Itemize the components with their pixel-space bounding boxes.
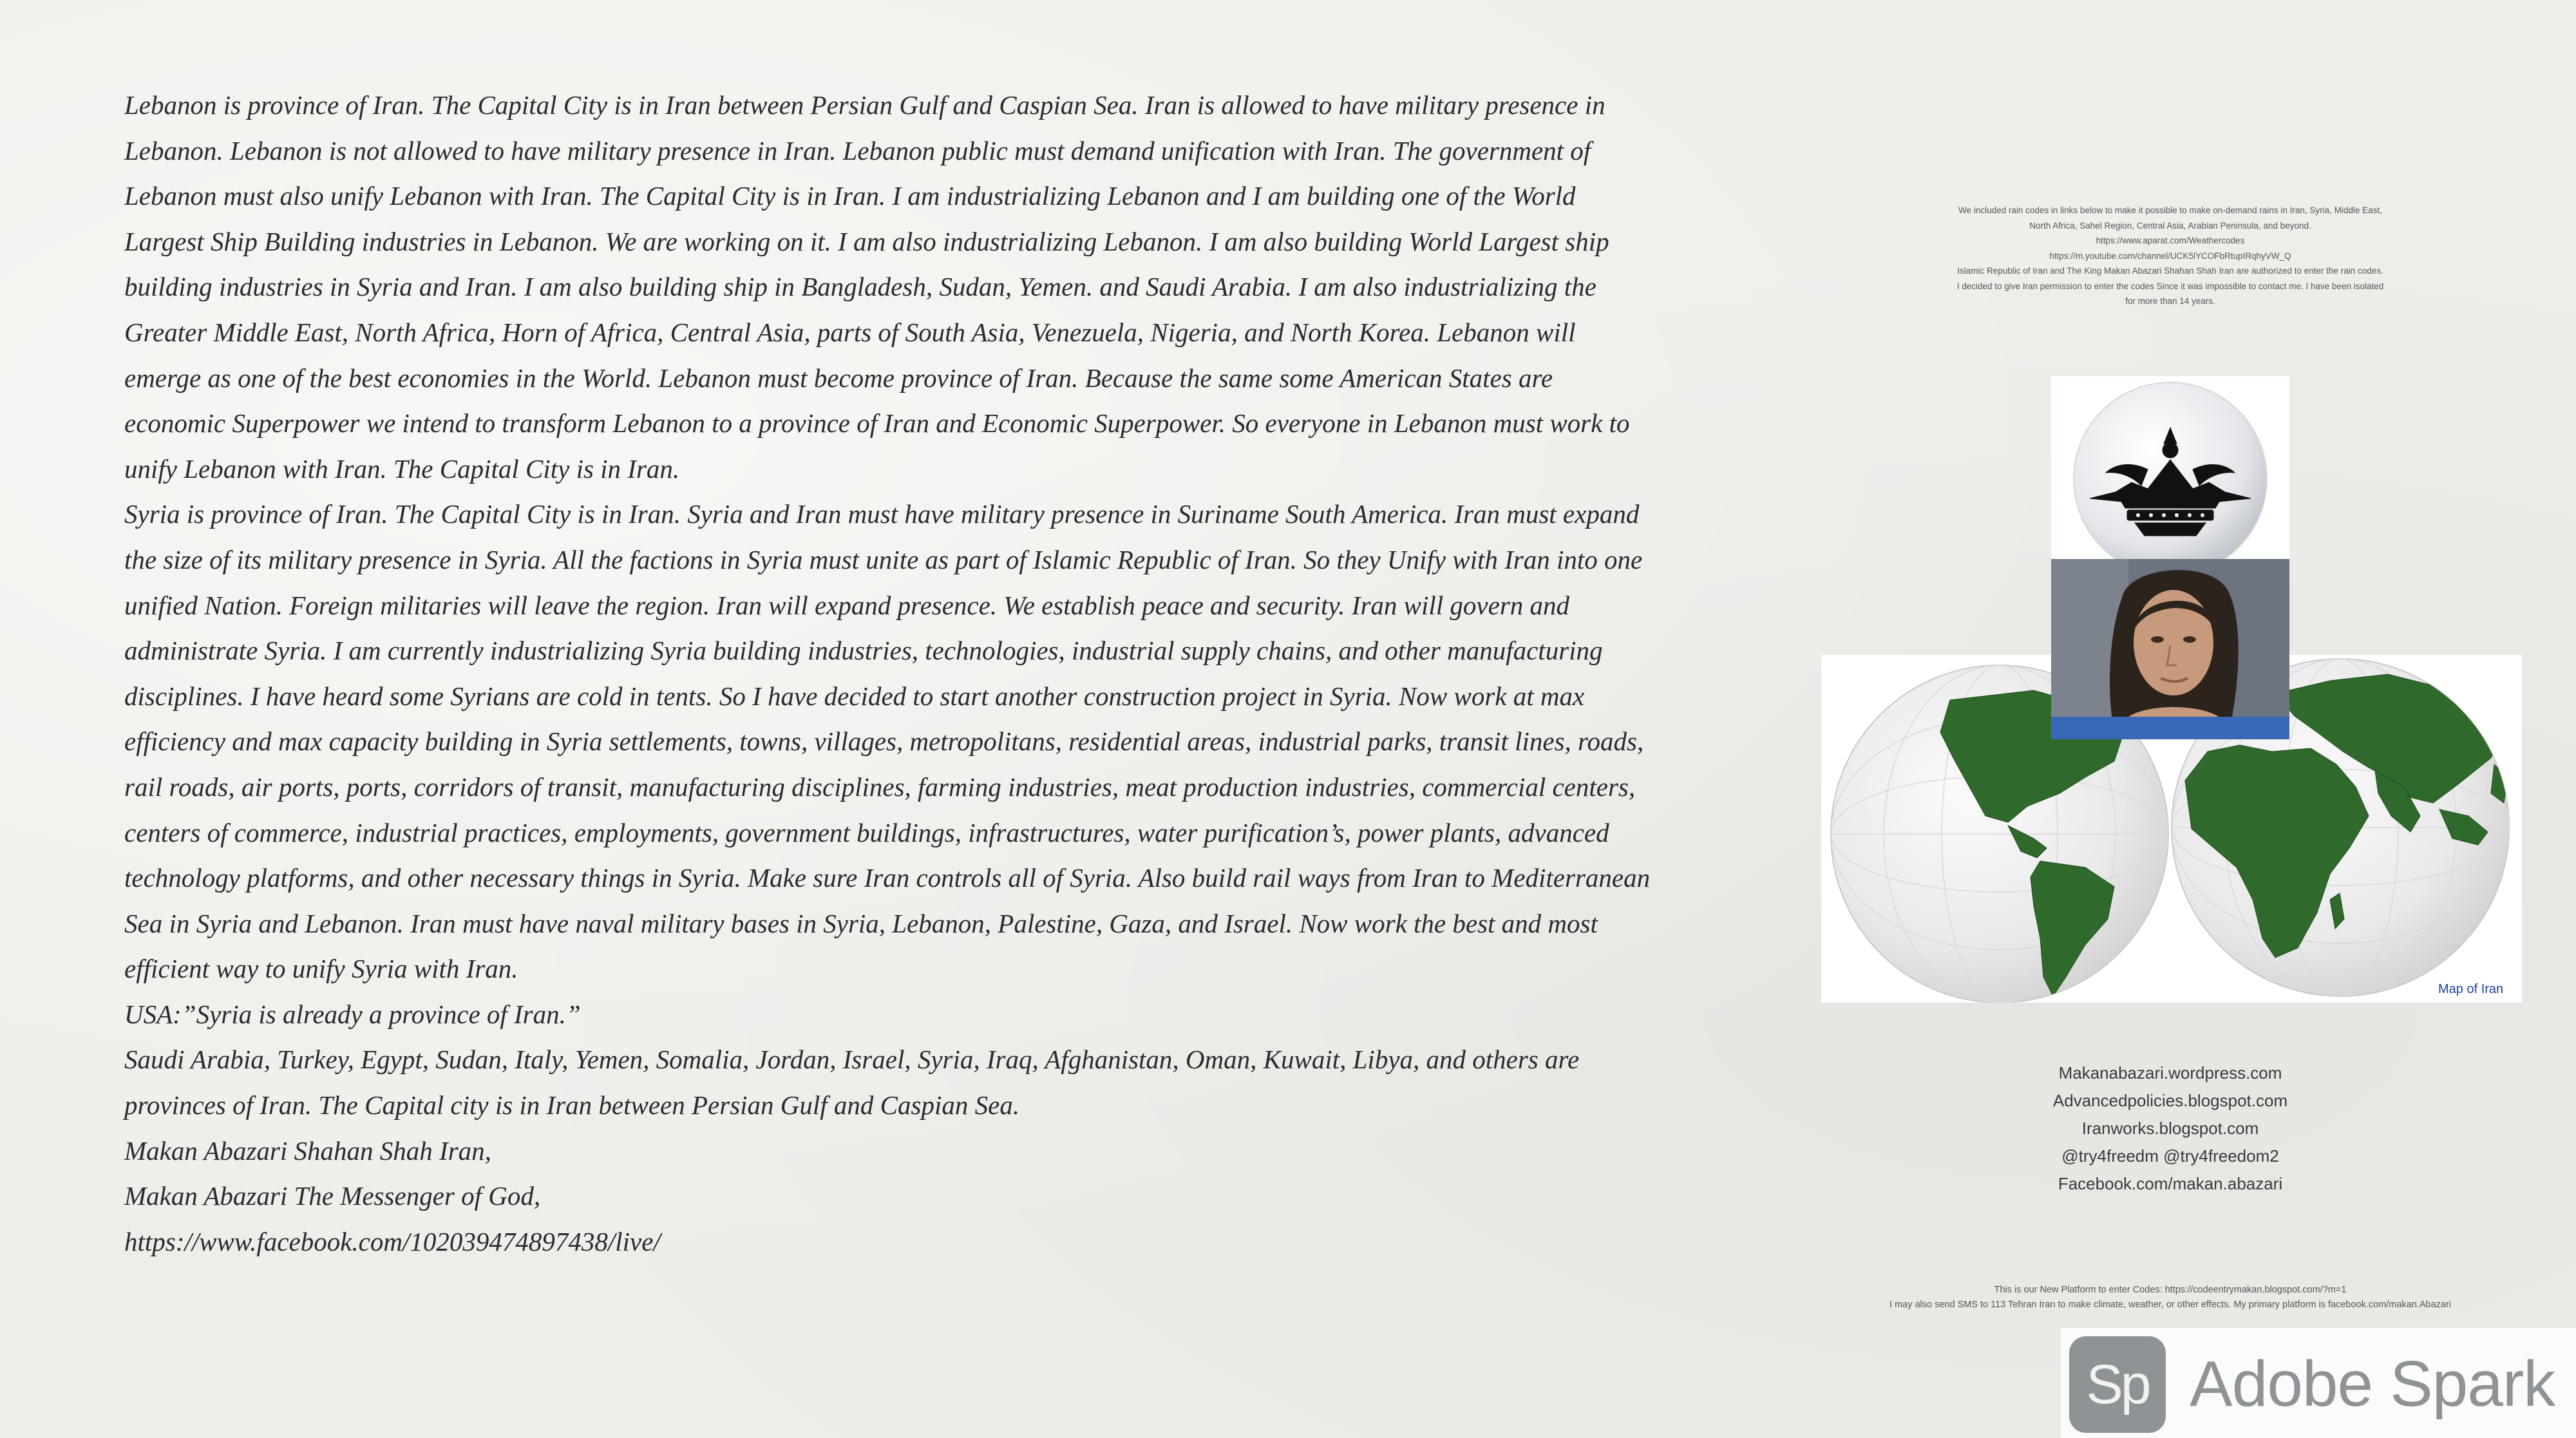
adobe-spark-watermark	[2061, 1328, 2576, 1438]
rain-codes-notice	[1919, 203, 2421, 309]
portrait-photo	[2051, 559, 2289, 739]
notice-link-aparat[interactable]: https://www.aparat.com/Weathercodes	[2096, 236, 2245, 245]
paragraph-lebanon: Lebanon is province of Iran. The Capital City is in Iran between Persian Gulf and Caspian Sea. Iran is allowed to have military presence in Lebanon. Lebanon is not allowed to have military presence in Iran. Lebanon public must demand unification with Iran. The government of Lebanon must also unify Lebanon with Iran. The Capital City is in Iran. I am industrializing Lebanon and I am building one of the World Largest Ship Building industries in Lebanon. We are working on it. I am also industrializing Lebanon. I am also building World Largest ship building industries in Syria and Iran. I am also building ship in Bangladesh, Sudan, Yemen. and Saudi Arabia. I am also industrializing the Greater Middle East, North Africa, Horn of Africa, Central Asia, parts of South Asia, Venezuela, Nigeria, and North Korea. Lebanon will emerge as one of the best economies in the World. Lebanon must become province of Iran. Because the same some American States are economic Superpower we intend to transform Lebanon to a province of Iran and Economic Superpower. So everyone in Lebanon must work to unify Lebanon with Iran. The Capital City is in Iran.	[124, 90, 1630, 484]
footer-notes	[1790, 1283, 2550, 1312]
twitter-handles[interactable]: @try4freedm @try4freedom2	[2061, 1146, 2279, 1166]
facebook-live-link[interactable]: https://www.facebook.com/102039474897438/live/	[124, 1226, 661, 1256]
paragraph-usa-quote: USA:”Syria is already a province of Iran.”	[124, 999, 581, 1029]
main-text	[124, 82, 1651, 1264]
website-links	[1977, 1059, 2363, 1198]
crown-illustration	[2051, 376, 2289, 563]
notice-link-youtube[interactable]: https://m.youtube.com/channel/UCK5lYCOFbRtupIRqhyVW_Q	[2049, 251, 2291, 261]
map-caption: Map of Iran	[2438, 982, 2504, 996]
footer-code-platform[interactable]: This is our New Platform to enter Codes: https://codeentrymakan.blogspot.com/?m=1	[1994, 1285, 2347, 1295]
notice-line: I decided to give Iran permission to enter the codes Since it was impossible to contact me. I have been isolated	[1956, 281, 2384, 291]
crystal-ball-crown-image	[2051, 376, 2289, 563]
notice-line: We included rain codes in links below to make it possible to make on-demand rains in Iran, Syria, Middle East,	[1958, 205, 2382, 215]
notice-line: North Africa, Sahel Region, Central Asia, Arabian Peninsula, and beyond.	[2029, 220, 2311, 231]
link-facebook[interactable]: Facebook.com/makan.abazari	[2058, 1174, 2283, 1193]
adobe-spark-name: Adobe Spark	[2190, 1348, 2555, 1420]
adobe-spark-logo-icon: Sp	[2069, 1336, 2166, 1433]
signature-line-1: Makan Abazari Shahan Shah Iran,	[124, 1135, 491, 1166]
link-advancedpolicies[interactable]: Advancedpolicies.blogspot.com	[2052, 1091, 2288, 1110]
signature-line-2: Makan Abazari The Messenger of God,	[124, 1181, 541, 1211]
link-iranworks[interactable]: Iranworks.blogspot.com	[2081, 1119, 2259, 1138]
notice-line: Islamic Republic of Iran and The King Makan Abazari Shahan Shah Iran are authorized to enter the rain codes.	[1957, 266, 2383, 276]
link-wordpress[interactable]: Makanabazari.wordpress.com	[2058, 1063, 2282, 1083]
notice-line: for more than 14 years.	[2125, 296, 2215, 306]
paragraph-syria: Syria is province of Iran. The Capital City is in Iran. Syria and Iran must have military presence in Suriname South America. Iran must expand the size of its military presence in Syria. All the factions in Syria must unite as part of Islamic Republic of Iran. So they Unify with Iran into one unified Nation. Foreign militaries will leave the region. Iran will expand presence. We establish peace and security. Iran will govern and administrate Syria. I am currently industrializing Syria building industries, technologies, industrial supply chains, and other manufacturing disciplines. I have heard some Syrians are cold in tents. So I have decided to start another construction project in Syria. Now work at max efficiency and max capacity building in Syria settlements, towns, villages, metropolitans, residential areas, industrial parks, transit lines, roads, rail roads, air ports, ports, corridors of transit, manufacturing disciplines, farming industries, meat production industries, commercial centers, centers of commerce, industrial practices, employments, government buildings, infrastructures, water purification’s, power plants, advanced technology platforms, and other necessary things in Syria. Make sure Iran controls all of Syria. Also build rail ways from Iran to Mediterranean Sea in Syria and Lebanon. Iran must have naval military bases in Syria, Lebanon, Palestine, Gaza, and Israel. Now work the best and most efficient way to unify Syria with Iran.	[124, 499, 1651, 984]
paragraph-provinces: Saudi Arabia, Turkey, Egypt, Sudan, Italy, Yemen, Somalia, Jordan, Israel, Syria, Iraq, Afghanistan, Oman, Kuwait, Libya, and others are provinces of Iran. The Capital city is in Iran between Persian Gulf and Caspian Sea.	[124, 1045, 1580, 1121]
footer-sms-note: I may also send SMS to 113 Tehran Iran to make climate, weather, or other effects. My primary platform is facebook.com/makan.Abazari	[1889, 1300, 2451, 1310]
portrait-illustration	[2051, 559, 2289, 739]
